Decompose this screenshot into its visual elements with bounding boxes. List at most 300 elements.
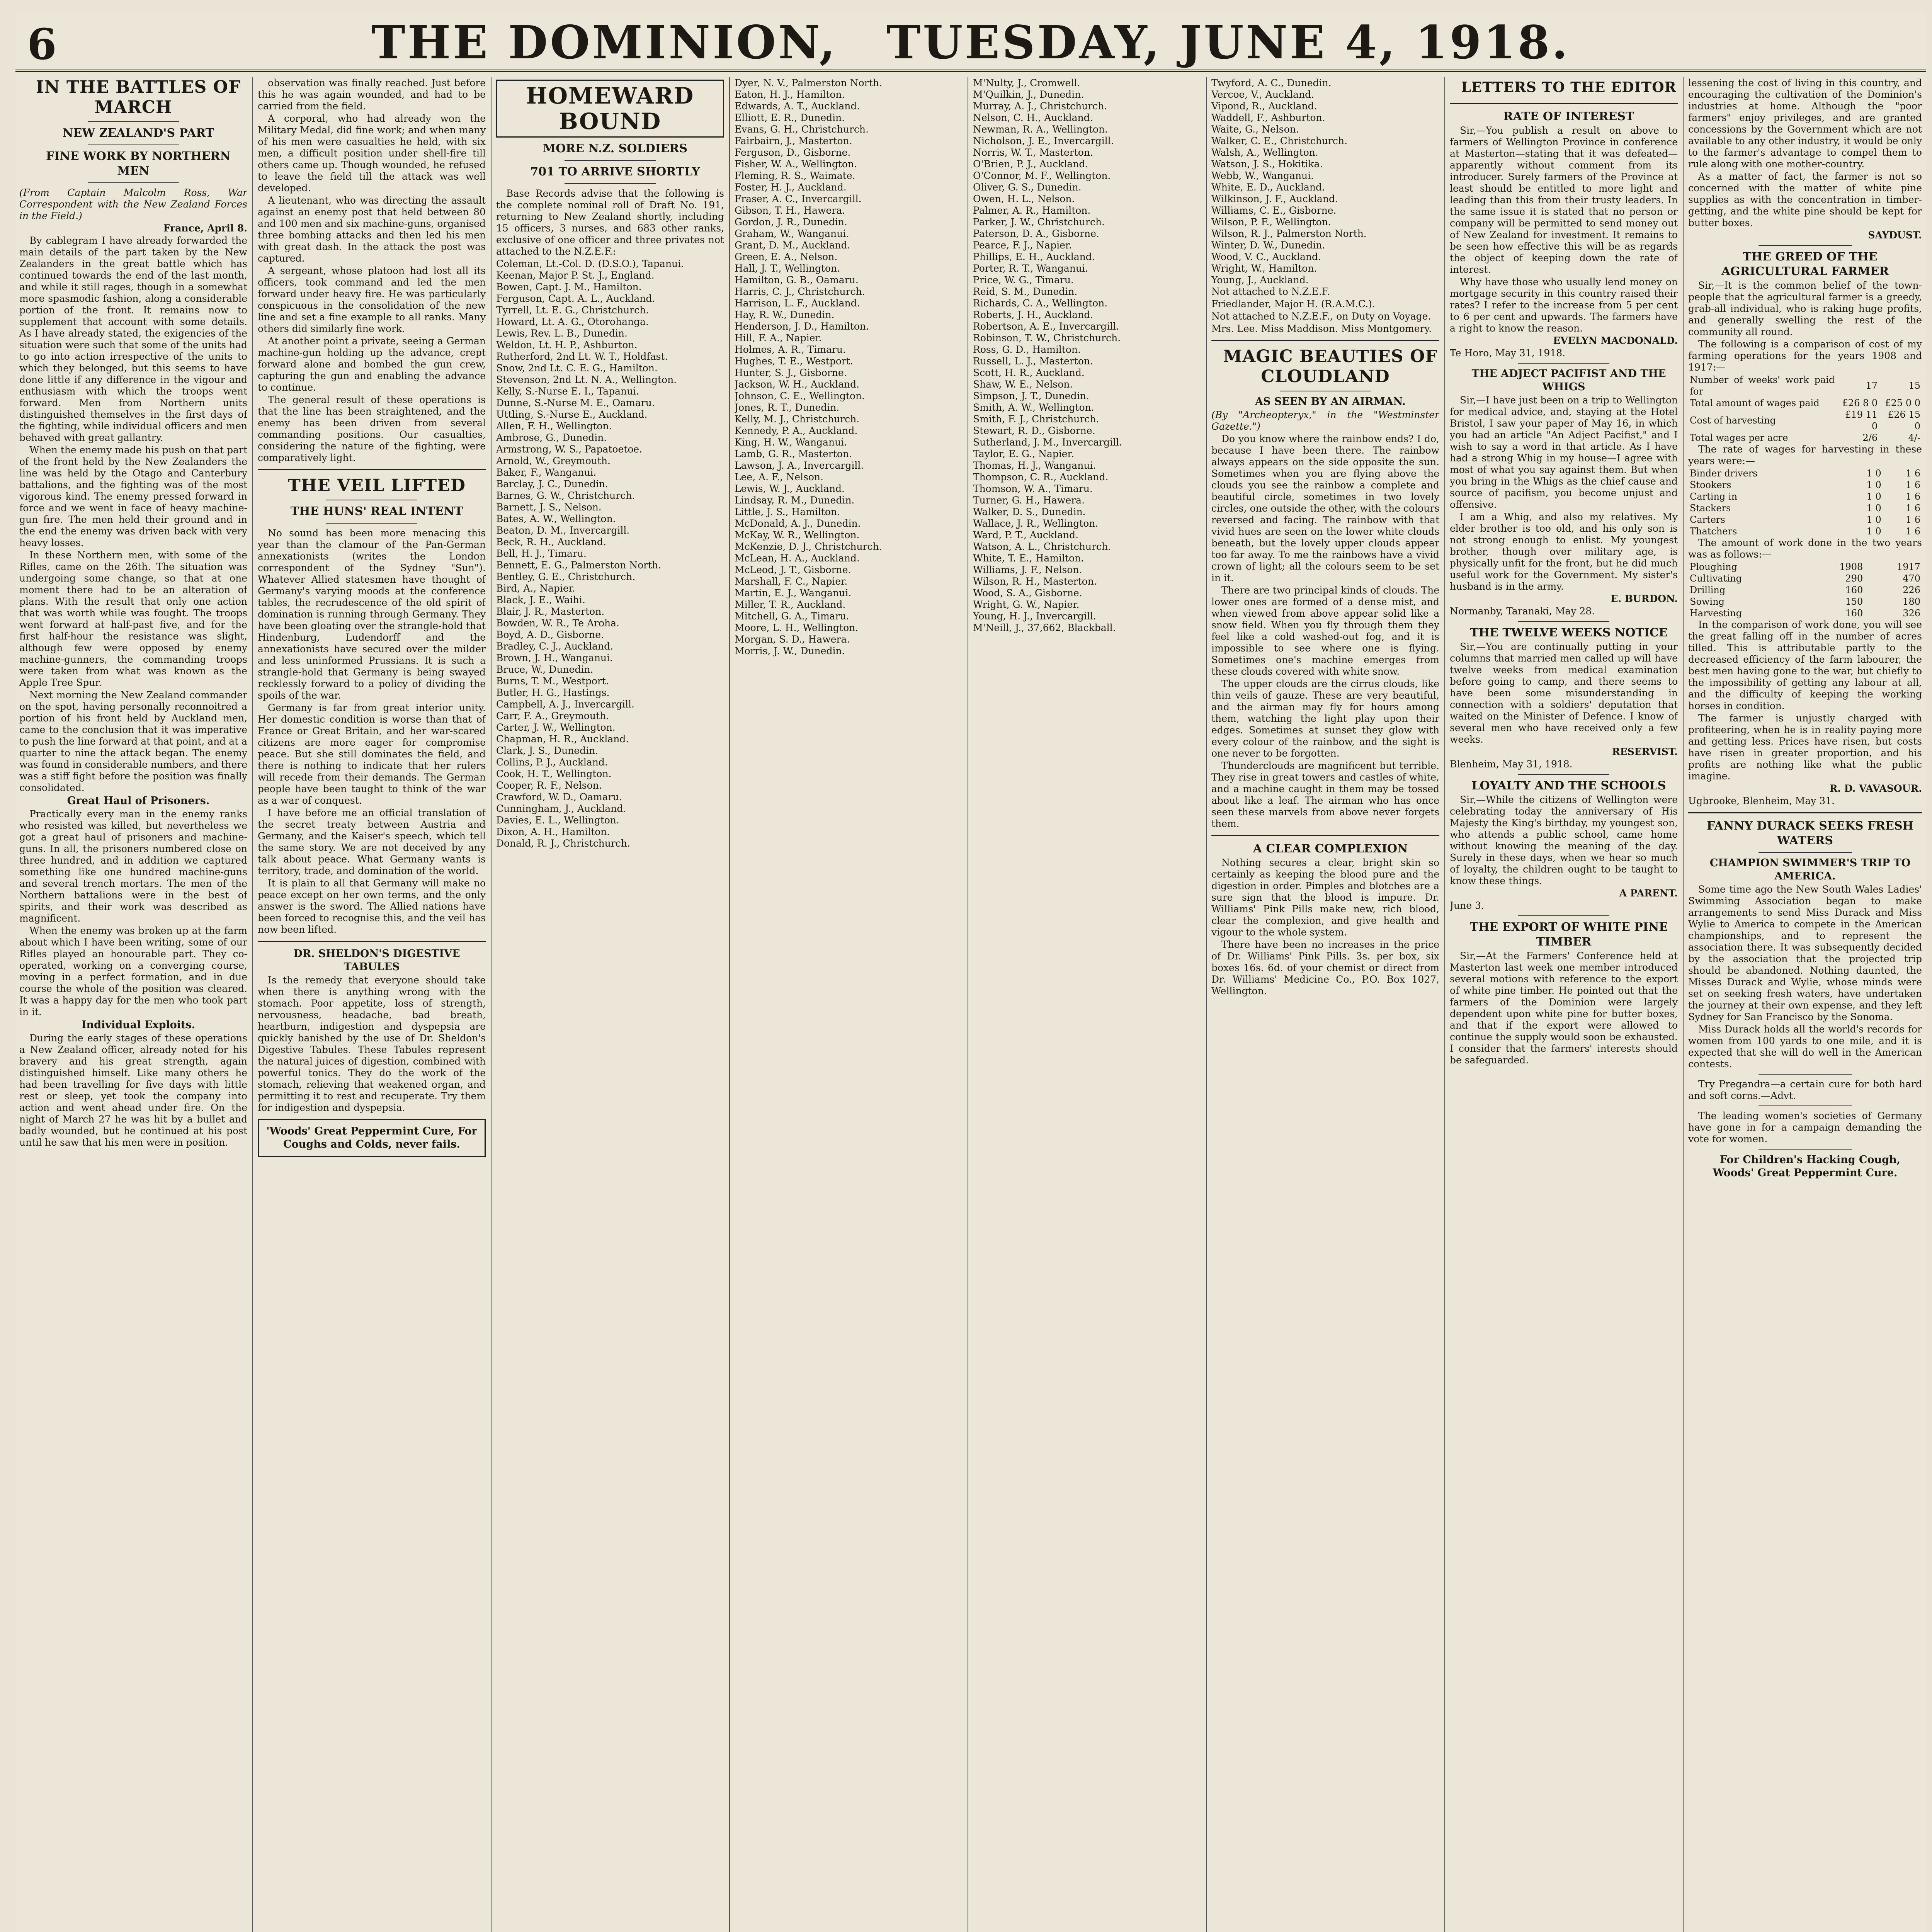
roll-entry: Butler, H. G., Hastings. — [496, 687, 610, 698]
roll-entry: Wallace, J. R., Wellington. — [973, 518, 1099, 529]
nominal-roll — [1211, 77, 1439, 286]
roll-entry: Nicholson, J. E., Invercargill. — [973, 135, 1114, 146]
paragraph: At another point a private, seeing a German machine-gun holding up the advance, crept forward alone and bombed the gun crew, capturing the gun and enabling the advance to continue. — [258, 335, 486, 393]
byline: (From Captain Malcolm Ross, War Correspondent with the New Zealand Forces in the Field.) — [19, 187, 247, 221]
paragraph: The upper clouds are the cirrus clouds, like thin veils of gauze. These are very beautiful, and the airman may fly for hours among them, watching the light play upon their edges. Sometimes at sunset they glow with every colour of the rainbow, and the sight is one never to be forgotten. — [1211, 678, 1439, 759]
table-cell: 1 6 — [1905, 491, 1920, 502]
roll-entry: Brown, J. H., Wanganui. — [496, 652, 613, 663]
table-row — [1688, 607, 1922, 619]
paragraph: Next morning the New Zealand commander on the spot, having personally reconnoitred a portion of his front held by Auckland men, came to the conclusion that it was imperative to push the line forward at that point, and at a quarter to nine the attack began. The enemy was found in considerable numbers, and there was a stiff fight before the position was finally consolidated. — [19, 689, 247, 793]
advert-text: Is the remedy that everyone should take when there is anything wrong with the stomach. Poor appetite, loss of strength, nervousness, headache, bad breath, heartburn, indigestion and dyspepsia are quickly banished by the use of Dr. Sheldon's Digestive Tabules. These Tabules represent the natural juices of digestion, combined with powerful tonics. They do the work of the stomach, relieving that weakened organ, and permitting it to rest and recuperate. Try them for indigestion and dyspepsia. — [258, 975, 486, 1113]
roll-entry: Simpson, J. T., Dunedin. — [973, 390, 1089, 401]
wages-table — [1688, 374, 1922, 444]
letter-title: RATE OF INTEREST — [1503, 110, 1634, 123]
letter-title: THE ADJECT PACIFIST AND THE WHIGS — [1471, 368, 1666, 393]
roll-entry: Lee, A. F., Nelson. — [735, 471, 823, 483]
paragraph: As a matter of fact, the farmer is not so concerned with the matter of white pine supplies as with the concentration in timber-getting, and the white pine should be kept for butter boxes. — [1688, 171, 1922, 228]
roll-entry: Rutherford, 2nd Lt. W. T., Holdfast. — [496, 351, 668, 362]
roll-entry: Porter, R. T., Wanganui. — [973, 263, 1088, 274]
table-cell: Binder drivers — [1690, 468, 1758, 479]
roll-entry: Little, J. S., Hamilton. — [735, 506, 840, 517]
roll-entry: McLeod, J. T., Gisborne. — [735, 564, 851, 575]
roll-entry: Burns, T. M., Westport. — [496, 675, 609, 687]
roll-entry: Black, J. E., Waihi. — [496, 594, 585, 605]
paragraph: Sir,—At the Farmers' Conference held at Masterton last week one member introduced several motions with reference to the export of white pine timber. He pointed out that the farmers of the Dominion were largely dependent upon white pine for butter boxes, and that if the export were allowed to continue the supply would soon be exhausted. I consider that the farmers' interests should be safeguarded. — [1450, 950, 1678, 1066]
roll-entry: Walker, D. S., Dunedin. — [973, 506, 1086, 517]
roll-entry: Cooper, R. F., Nelson. — [496, 780, 602, 791]
column-2 — [258, 77, 486, 1932]
table-cell: £26 15 0 — [1888, 409, 1920, 432]
roll-entry: Hill, F. A., Napier. — [735, 332, 822, 344]
roll-entry: Foster, H. J., Auckland. — [735, 182, 847, 193]
table-cell: Ploughing — [1690, 561, 1738, 572]
headline-battles: IN THE BATTLES OF MARCH — [36, 77, 241, 117]
table-row — [1688, 397, 1922, 409]
roll-entry: Baker, F., Wanganui. — [496, 467, 597, 478]
advert-text: Try Pregandra—a certain cure for both hard and soft corns.—Advt. — [1688, 1078, 1922, 1101]
paragraph: I am a Whig, and also my relatives. My elder brother is too old, and his only son is not strong enough to enlist. My youngest brother, though over military age, is physically unfit for the front, but he did much useful work for the Government. My sister's husband is in the army. — [1450, 511, 1678, 592]
paragraph: observation was finally reached. Just before this he was again wounded, and had to be carried from the field. — [258, 77, 486, 112]
roll-entry: Russell, L. J., Masterton. — [973, 355, 1093, 367]
table-cell: 326 — [1903, 608, 1920, 619]
roll-entry: Taylor, E. G., Napier. — [973, 448, 1074, 459]
table-cell: 1 6 — [1905, 514, 1920, 525]
letter-title: THE GREED OF THE AGRICULTURAL FARMER — [1721, 250, 1889, 278]
paragraph: Sir,—You publish a result on above to farmers of Wellington Province in conference at Masterton—stating that it was defeated—apparently without comment from its introducer. Surely farmers of the Province at least should be entitled to more light and leading than this from their trusty leaders. In the same issue it is stated that no person or company will be permitted to send money out of New Zealand for investment. It remains to be seen how effective this will be as regards the object of keeping down the rate of interest. — [1450, 125, 1678, 275]
table-row — [1688, 468, 1922, 479]
roll-entry: Newman, R. A., Wellington. — [973, 124, 1108, 135]
newspaper-page — [15, 12, 1926, 1932]
paragraph: When the enemy made his push on that part of the front held by the New Zealanders the line was held by the Otago and Canterbury battalions, and the fighting was of the most vigorous kind. The enemy pressed forward in force and we went in face of heavy machine-gun fire. The men held their ground and in the end the enemy was driven back with very heavy losses. — [19, 444, 247, 548]
roll-entry: Norris, W. T., Masterton. — [973, 147, 1093, 158]
roll-entry: Bennett, E. G., Palmerston North. — [496, 560, 662, 571]
roll-entry: Coleman, Lt.-Col. D. (D.S.O.), Tapanui. — [496, 258, 684, 269]
table-row — [1688, 502, 1922, 514]
letter-signature: R. D. VAVASOUR. — [1829, 783, 1922, 794]
work-done-table — [1688, 561, 1922, 619]
roll-entry: Smith, A. W., Wellington. — [973, 402, 1094, 413]
paragraph: The farmer is unjustly charged with profiteering, when he is in reality paying more and getting less. Prices have risen, but costs have risen in greater proportion, and his profits are nothing like what the public imagine. — [1688, 713, 1922, 782]
table-cell: 160 — [1845, 608, 1863, 619]
table-cell: £25 0 0 — [1885, 398, 1920, 408]
roll-entry: Williams, C. E., Gisborne. — [1211, 205, 1337, 216]
roll-entry: Keenan, Major P. St. J., England. — [496, 270, 655, 281]
roll-entry: King, H. W., Wanganui. — [735, 437, 847, 448]
table-cell: 17 — [1866, 380, 1878, 391]
letter-title: THE TWELVE WEEKS NOTICE — [1470, 626, 1668, 639]
roll-entry: Price, W. G., Timaru. — [973, 274, 1074, 286]
roll-entry: Turner, G. H., Hawera. — [973, 495, 1085, 506]
roll-entry: Harrison, L. F., Auckland. — [735, 298, 860, 309]
roll-entry: Uttling, S.-Nurse E., Auckland. — [496, 409, 648, 420]
roll-entry: McKay, W. R., Wellington. — [735, 529, 860, 541]
roll-entry: Bates, A. W., Wellington. — [496, 513, 616, 524]
paragraph: Some time ago the New South Wales Ladies' Swimming Association began to make arrangements to send Miss Durack and Miss Wylie to America to compete in the American championships, and to represent the association there. It was subsequently decided by the association that the projected trip should be abandoned. Nothing daunted, the Misses Durack and Wylie, whose minds were set on seeking fresh waters, have undertaken the journey at their own expense, and they left Sydney for San Francisco by the Sonoma. — [1688, 884, 1922, 1022]
roll-entry: Moore, L. H., Wellington. — [735, 622, 859, 633]
table-row — [1688, 432, 1922, 444]
roll-entry: Bird, A., Napier. — [496, 583, 575, 594]
table-cell: 180 — [1903, 596, 1920, 607]
roll-entry: Campbell, A. J., Invercargill. — [496, 699, 634, 710]
advert-title: DR. SHELDON'S DIGESTIVE TABULES — [293, 948, 460, 973]
roll-entry: Miller, T. R., Auckland. — [735, 599, 846, 610]
roll-entry: Phillips, E. H., Auckland. — [973, 251, 1095, 262]
roll-entry: Marshall, F. C., Napier. — [735, 576, 848, 587]
roll-entry: Hunter, S. J., Gisborne. — [735, 367, 847, 378]
table-row — [1688, 409, 1922, 432]
table-cell: Carters — [1690, 514, 1725, 525]
roll-entry: Nelson, C. H., Auckland. — [973, 112, 1093, 123]
letter-signature: E. BURDON. — [1611, 593, 1678, 604]
masthead-title — [15, 15, 1926, 69]
roll-entry: Bradley, C. J., Auckland. — [496, 641, 614, 652]
roll-entry: Cunningham, J., Auckland. — [496, 803, 626, 814]
roll-entry: Dixon, A. H., Hamilton. — [496, 826, 610, 837]
roll-entry: Dyer, N. V., Palmerston North. — [735, 77, 882, 88]
nominal-roll — [973, 77, 1201, 634]
paper-name: THE DOMINION, — [371, 15, 838, 69]
subhead-prisoners: Great Haul of Prisoners. — [67, 795, 210, 807]
roll-entry: Ambrose, G., Dunedin. — [496, 432, 607, 443]
roll-entry: Elliott, E. R., Dunedin. — [735, 112, 845, 123]
roll-entry: O'Connor, M. F., Wellington. — [973, 170, 1111, 181]
headline-homeward-bound: HOMEWARD BOUND — [496, 80, 724, 138]
roll-entry: Vipond, R., Auckland. — [1211, 100, 1317, 112]
paragraph: The amount of work done in the two years was as follows:— — [1688, 537, 1922, 560]
roll-entry: Eaton, H. J., Hamilton. — [735, 89, 845, 100]
roll-entry: Thomson, W. A., Timaru. — [973, 483, 1093, 494]
roll-entry: Morris, J. W., Dunedin. — [735, 645, 845, 656]
roll-entry: Kennedy, P. A., Auckland. — [735, 425, 858, 436]
paragraph: By cablegram I have already forwarded the main details of the part taken by the New Zealanders in the great battle which has continued towards the end of the last month, and while it still rages, though in a somewhat more spasmodic fashion, along a considerable portion of the front. It remains now to supplement that account with some details. As I have already stated, the exigencies of the situation were such that some of the units had to go into action irrespective of the units to which they belonged, but this seems to have done little if any difference in the vigour and enthusiasm with which the troops went forward. Men from Northern units distinguished themselves in the first days of the fighting, while individual officers and men behaved with great gallantry. — [19, 235, 247, 443]
roll-entry: Bowen, Capt. J. M., Hamilton. — [496, 281, 642, 293]
roll-entry: Jackson, W. H., Auckland. — [735, 379, 860, 390]
roll-entry: Stewart, R. D., Gisborne. — [973, 425, 1095, 436]
roll-entry: Reid, S. M., Dunedin. — [973, 286, 1078, 297]
subhead-701: 701 TO ARRIVE SHORTLY — [530, 165, 700, 179]
roll-entry: Vercoe, V., Auckland. — [1211, 89, 1315, 100]
roll-entry: Scott, H. R., Auckland. — [973, 367, 1085, 378]
roll-entry: M'Nulty, J., Cromwell. — [973, 77, 1080, 88]
roll-entry: Bentley, G. E., Christchurch. — [496, 571, 636, 582]
roll-entry: Williams, J. F., Nelson. — [973, 564, 1082, 575]
roll-entry: McKenzie, D. J., Christchurch. — [735, 541, 882, 552]
roll-entry: Weldon, Lt. H. P., Ashburton. — [496, 339, 638, 350]
roll-entry: Twyford, A. C., Dunedin. — [1211, 77, 1332, 88]
roll-entry: Cook, H. T., Wellington. — [496, 768, 612, 779]
paragraph: A corporal, who had already won the Military Medal, did fine work; and when many of his men were casualties he held, with six men, a difficult position under shell-fire till others came up. Though wounded, he refused to leave the field till the attack was well developed. — [258, 113, 486, 194]
roll-entry: Wilson, R. H., Masterton. — [973, 576, 1097, 587]
roll-entry: Allen, F. H., Wellington. — [496, 420, 612, 432]
table-cell: 1 0 — [1866, 468, 1881, 479]
roll-entry: Tyrrell, Lt. E. G., Christchurch. — [496, 304, 649, 316]
table-row — [1688, 491, 1922, 502]
table-cell: 4/- — [1908, 432, 1920, 443]
column-7 — [1450, 77, 1678, 1932]
roll-entry: Howard, Lt. A. G., Otorohanga. — [496, 316, 649, 327]
roll-entry: Crawford, W. D., Oamaru. — [496, 791, 622, 803]
roll-entry: Barclay, J. C., Dunedin. — [496, 478, 608, 490]
paragraph: A lieutenant, who was directing the assault against an enemy post that held between 80 and 100 men and six machine-guns, organised three bombing attacks and then led his men with great dash. In the attack the post was captured. — [258, 195, 486, 264]
roll-entry: Young, J., Auckland. — [1211, 274, 1309, 286]
paragraph: It is plain to all that Germany will make no peace except on her own terms, and the only answer is the sword. The Allied nations have been forced to recognise this, and the veil has now been lifted. — [258, 878, 486, 935]
paragraph: When the enemy was broken up at the farm about which I have been writing, some of our Rifles played an honourable part. They co-operated, working on a converging course, moving in a perfect formation, and in due course the whole of the position was cleared. It was a happy day for the men who took part in it. — [19, 925, 247, 1017]
table-cell: 470 — [1903, 573, 1920, 584]
advert-box — [258, 1119, 486, 1157]
letter-place: June 3. — [1450, 900, 1484, 911]
table-cell: Harvesting — [1690, 608, 1742, 619]
roll-entry: Young, H. J., Invercargill. — [973, 611, 1096, 622]
roll-entry: Kelly, S.-Nurse E. I., Tapanui. — [496, 386, 639, 397]
table-row — [1688, 584, 1922, 596]
column-3 — [496, 77, 724, 1932]
roll-entry: Graham, W., Wanganui. — [735, 228, 849, 239]
roll-entry: Webb, W., Wanganui. — [1211, 170, 1314, 181]
table-cell: 150 — [1845, 596, 1863, 607]
paragraph: The rate of wages for harvesting in these years were:— — [1688, 444, 1922, 466]
column-divider — [1683, 77, 1684, 1932]
paragraph: There are two principal kinds of clouds. The lower ones are formed of a dense mist, and when viewed from above appear solid like a snow field. When you fly through them they feel like a cold washed-out fog, and it is impossible to see where one is flying. Sometimes one's machine emerges from these clouds covered with white snow. — [1211, 585, 1439, 677]
table-cell: 1 0 — [1866, 491, 1881, 502]
roll-entry: Ferguson, Capt. A. L., Auckland. — [496, 293, 655, 304]
roll-entry: Winter, D. W., Dunedin. — [1211, 240, 1325, 251]
roll-entry: Ross, G. D., Hamilton. — [973, 344, 1081, 355]
roll-entry: Bowden, W. R., Te Aroha. — [496, 617, 619, 629]
roll-entry: Oliver, G. S., Dunedin. — [973, 182, 1082, 193]
roll-entry: McLean, H. A., Auckland. — [735, 553, 860, 564]
table-cell: Drilling — [1690, 585, 1726, 595]
column-divider — [1444, 77, 1445, 1932]
letter-signature: RESERVIST. — [1612, 746, 1678, 757]
roll-entry: Smith, F. J., Christchurch. — [973, 413, 1099, 425]
roll-entry: Kelly, M. J., Christchurch. — [735, 413, 860, 425]
letter-title: THE EXPORT OF WHITE PINE TIMBER — [1469, 920, 1668, 949]
roll-entry: Morgan, S. D., Hawera. — [735, 634, 850, 645]
roll-entry: Harris, C. J., Christchurch. — [735, 286, 865, 297]
roll-entry: Carter, J. W., Wellington. — [496, 722, 616, 733]
roll-entry: Snow, 2nd Lt. C. E. G., Hamilton. — [496, 362, 658, 374]
roll-entry: Dunne, S.-Nurse M. E., Oamaru. — [496, 397, 655, 408]
paragraph: No sound has been more menacing this year than the clamour of the Pan-German annexationists (writes the London correspondent of the Sydney "Sun"). Whatever Allied statesmen have thought of Germany's varying moods at the conference tables, the recrudescence of the old spirit of domination is running through Germany. They have been gloating over the strangle-hold that Hindenburg, Ludendorff and the annexationists have secured over the milder and less uninformed Prussians. It is such a strangle-hold that Germany is being swayed recklessly forward to a policy of dividing the spoils of the war. — [258, 527, 486, 701]
roll-entry: Davies, E. L., Wellington. — [496, 815, 619, 826]
table-cell: 1 6 — [1905, 480, 1920, 490]
subhead-exploits: Individual Exploits. — [81, 1019, 196, 1031]
roll-entry: Watson, A. L., Christchurch. — [973, 541, 1111, 552]
letter-place: Ugbrooke, Blenheim, May 31. — [1688, 795, 1835, 806]
roll-note: Friedlander, Major H. (R.A.M.C.). — [1211, 298, 1375, 310]
table-row — [1688, 479, 1922, 491]
roll-entry: Gibson, T. H., Hawera. — [735, 205, 845, 216]
column-divider — [252, 77, 253, 1932]
roll-entry: Bruce, W., Dunedin. — [496, 664, 594, 675]
roll-entry: Arnold, W., Greymouth. — [496, 455, 611, 466]
roll-entry: Owen, H. L., Nelson. — [973, 193, 1075, 204]
nominal-roll — [735, 77, 963, 657]
letter-signature: EVELYN MACDONALD. — [1553, 335, 1678, 346]
paragraph: During the early stages of these operations a New Zealand officer, already noted for his bravery and his great strength, again distinguished himself. Like many others he had been travelling for five days with little rest or sleep, yet took the company into action and went ahead under fire. On the night of March 27 he was hit by a bullet and badly wounded, but he continued at his post until he saw that his men were in position. — [19, 1032, 247, 1148]
letter-signature: A PARENT. — [1619, 888, 1678, 899]
paragraph: The following is a comparison of cost of my farming operations for the years 1908 and 1917:— — [1688, 338, 1922, 373]
letter-signature: SAYDUST. — [1868, 230, 1922, 241]
roll-entry: Mitchell, G. A., Timaru. — [735, 611, 849, 622]
roll-entry: Waite, G., Nelson. — [1211, 124, 1299, 135]
roll-entry: Wilkinson, J. F., Auckland. — [1211, 193, 1338, 204]
paragraph: Germany is far from great interior unity. Her domestic condition is worse than that of France or Great Britain, and her war-scared citizens are more eager for compromise peace. But she still dominates the field, and there is nothing to indicate that her rulers will recede from their demands. The German people have been taught to think of the war as a war of conquest. — [258, 702, 486, 806]
roll-entry: Wilson, P. F., Wellington. — [1211, 216, 1331, 228]
headline-cloudland: MAGIC BEAUTIES OF CLOUDLAND — [1223, 347, 1438, 386]
roll-entry: Wood, S. A., Gisborne. — [973, 587, 1082, 599]
roll-entry: Robertson, A. E., Invercargill. — [973, 321, 1119, 332]
table-row — [1688, 561, 1922, 573]
roll-entry: Watson, J. S., Hokitika. — [1211, 158, 1323, 170]
roll-note: Not attached to N.Z.E.F., on Duty on Voyage. — [1211, 311, 1431, 322]
roll-entry: Fleming, R. S., Waimate. — [735, 170, 855, 181]
roll-note: Not attached to N.Z.E.F. — [1211, 286, 1330, 297]
columns — [15, 77, 1926, 1932]
paragraph: Practically every man in the enemy ranks who resisted was killed, but nevertheless we got a great haul of prisoners and machine-guns. In all, the prisoners numbered close on three hundred, and in addition we captured something like one hundred machine-guns and several trench mortars. The men of the Northern battalions were in the best of spirits, and their work was described as magnificent. — [19, 808, 247, 924]
roll-entry: M'Quilkin, J., Dunedin. — [973, 89, 1084, 100]
roll-entry: Hamilton, G. B., Oamaru. — [735, 274, 859, 286]
roll-entry: Thomas, H. J., Wanganui. — [973, 460, 1096, 471]
roll-entry: Roberts, J. H., Auckland. — [973, 309, 1094, 320]
subhead-airman: AS SEEN BY AN AIRMAN. — [1255, 396, 1406, 408]
table-cell: 1908 — [1839, 561, 1863, 572]
roll-entry: McDonald, A. J., Dunedin. — [735, 518, 861, 529]
nominal-roll — [496, 258, 724, 849]
table-cell: 1 0 — [1866, 514, 1881, 525]
page-number: 6 — [27, 19, 57, 69]
roll-entry: Barnett, J. S., Nelson. — [496, 502, 602, 513]
letter-title: LOYALTY AND THE SCHOOLS — [1471, 779, 1666, 793]
roll-entry: Hughes, T. E., Westport. — [735, 355, 853, 367]
roll-note: Mrs. Lee. Miss Maddison. Miss Montgomery. — [1211, 323, 1432, 334]
paragraph: In these Northern men, with some of the Rifles, came on the 26th. The situation was undergoing some change, so that at one moment there had to be an alteration of plans. With the result that only one action that was worth while was fought. The troops went forward at half-past five, and for the first half-hour the resistance was slight, although few were opposed by enemy machine-gunners, the commanding troops were taken from what was known as the Apple Tree Spur. — [19, 549, 247, 688]
roll-entry: Pearce, F. J., Napier. — [973, 240, 1072, 251]
roll-entry: Collins, P. J., Auckland. — [496, 757, 608, 768]
roll-entry: Shaw, W. E., Nelson. — [973, 379, 1073, 390]
masthead — [15, 12, 1926, 72]
roll-entry: Waddell, F., Ashburton. — [1211, 112, 1325, 123]
roll-entry: Holmes, A. R., Timaru. — [735, 344, 846, 355]
column-divider — [1206, 77, 1207, 1932]
table-cell: £19 11 0 — [1845, 409, 1878, 432]
roll-entry: White, T. E., Hamilton. — [973, 553, 1084, 564]
roll-entry: Clark, J. S., Dunedin. — [496, 745, 599, 756]
letter-place: Te Horo, May 31, 1918. — [1450, 347, 1566, 359]
roll-entry: Evans, G. H., Christchurch. — [735, 124, 869, 135]
issue-date: TUESDAY, JUNE 4, 1918. — [886, 15, 1570, 69]
subhead-northern-men: FINE WORK BY NORTHERN MEN — [46, 150, 231, 178]
letter-place: Blenheim, May 31, 1918. — [1450, 759, 1573, 770]
roll-entry: Lawson, J. A., Invercargill. — [735, 460, 864, 471]
roll-entry: Henderson, J. D., Hamilton. — [735, 321, 869, 332]
roll-entry: Fisher, W. A., Wellington. — [735, 158, 857, 170]
roll-entry: Wright, W., Hamilton. — [1211, 263, 1317, 274]
roll-entry: Robinson, T. W., Christchurch. — [973, 332, 1121, 344]
roll-entry: Ferguson, D., Gisborne. — [735, 147, 851, 158]
table-cell: 1 6 — [1905, 503, 1920, 514]
roll-entry: Sutherland, J. M., Invercargill. — [973, 437, 1122, 448]
table-cell: 1 0 — [1866, 526, 1881, 537]
roll-entry: Bell, H. J., Timaru. — [496, 548, 587, 559]
roll-entry: Jones, R. T., Dunedin. — [735, 402, 840, 413]
roll-entry: Ward, P. T., Auckland. — [973, 529, 1079, 541]
roll-entry: Gordon, J. R., Dunedin. — [735, 216, 847, 228]
paragraph: Why have those who usually lend money on mortgage security in this country raised their rates? I refer to the increase from 5 per cent to 6 per cent and upwards. The farmers have a right to know the reason. — [1450, 276, 1678, 334]
roll-entry: Lindsay, R. M., Dunedin. — [735, 495, 855, 506]
advert-peppermint: 'Woods' Great Peppermint Cure, For Coughs and Colds, never fails. — [266, 1125, 477, 1150]
table-cell: Cost of harvesting — [1690, 415, 1776, 426]
roll-entry: Fraser, A. C., Invercargill. — [735, 193, 862, 204]
table-row — [1688, 514, 1922, 526]
roll-entry: Murray, A. J., Christchurch. — [973, 100, 1107, 112]
subhead-swimmer: CHAMPION SWIMMER'S TRIP TO AMERICA. — [1709, 857, 1911, 882]
roll-entry: Grant, D. M., Auckland. — [735, 240, 850, 251]
table-row — [1688, 526, 1922, 537]
roll-entry: Lewis, Rev. L. B., Dunedin. — [496, 328, 628, 339]
roll-entry: Wilson, R. J., Palmerston North. — [1211, 228, 1367, 239]
paragraph: lessening the cost of living in this country, and encouraging the cultivation of the Dominion's industries at home. Although the "poor farmers" enjoy privileges, and are granted concessions by the Government which are not available to any other industry, it would be only to the farmer's advantage to compel them to rule along with one mother-country. — [1688, 77, 1922, 170]
table-cell: Stookers — [1690, 480, 1731, 490]
roll-entry: Beaton, D. M., Invercargill. — [496, 525, 630, 536]
roll-entry: Palmer, A. R., Hamilton. — [973, 205, 1091, 216]
paragraph: Do you know where the rainbow ends? I do, because I have been there. The rainbow always appears on the side opposite the sun. Sometimes when you are flying above the clouds you see the rainbow a complete and beautiful circle, sometimes in two lovely circles, one outside the other, with the colours reversed and facing. The rainbow with that vivid hues are seen on the lower white clouds beneath, but the lovely upper clouds appear too far away. To me the rainbows have a vivid crown of light; all the colours seem to be set in it. — [1211, 433, 1439, 583]
column-divider — [729, 77, 730, 1932]
subhead-more-soldiers: MORE N.Z. SOLDIERS — [543, 142, 688, 155]
table-cell: 1 6 — [1905, 526, 1920, 537]
subhead-nz-part: NEW ZEALAND'S PART — [63, 126, 214, 140]
table-cell: Thatchers — [1690, 526, 1737, 537]
table-cell: 1 0 — [1866, 503, 1881, 514]
harvest-rates-table — [1688, 468, 1922, 537]
roll-entry: Hay, R. W., Dunedin. — [735, 309, 835, 320]
table-cell: Carting in — [1690, 491, 1738, 502]
news-item: The leading women's societies of Germany have gone in for a campaign demanding the vote for women. — [1688, 1110, 1922, 1145]
roll-entry: Boyd, A. D., Gisborne. — [496, 629, 604, 640]
roll-entry: Fairbairn, J., Masterton. — [735, 135, 852, 146]
roll-entry: Chapman, H. R., Auckland. — [496, 733, 629, 745]
roll-entry: Wood, V. C., Auckland. — [1211, 251, 1321, 262]
letter-place: Normanby, Taranaki, May 28. — [1450, 605, 1595, 617]
paragraph: Nothing secures a clear, bright skin so certainly as keeping the blood pure and the digestion in order. Pimples and blotches are a sure sign that the blood is impure. Dr. Williams' Pink Pills make new, rich blood, clear the complexion, and give health and vigour to the whole system. — [1211, 857, 1439, 938]
headline-durack: FANNY DURACK SEEKS FRESH WATERS — [1707, 819, 1913, 847]
column-divider — [491, 77, 492, 1932]
table-cell: £26 8 0 — [1842, 398, 1878, 408]
table-cell: 15 — [1908, 380, 1920, 391]
roll-entry: Wright, G. W., Napier. — [973, 599, 1080, 610]
column-8 — [1688, 77, 1922, 1932]
table-cell: 226 — [1903, 585, 1920, 595]
roll-entry: Paterson, D. A., Gisborne. — [973, 228, 1099, 239]
roll-entry: Barnes, G. W., Christchurch. — [496, 490, 635, 501]
paragraph: Sir,—It is the common belief of the town-people that the agricultural farmer is a greedy, grab-all individual, who is raking huge profits, and generally swelling the rest of the community all round. — [1688, 280, 1922, 337]
paragraph: Miss Durack holds all the world's records for women from 100 yards to one mile, and it is expected that she will do well in the American contests. — [1688, 1024, 1922, 1070]
roll-entry: Lamb, G. R., Masterton. — [735, 448, 852, 459]
roll-entry: Stevenson, 2nd Lt. N. A., Wellington. — [496, 374, 677, 385]
roll-entry: Johnson, C. E., Wellington. — [735, 390, 865, 401]
paragraph: Sir,—While the citizens of Wellington were celebrating today the anniversary of His Majesty the King's birthday, my youngest son, who attends a public school, came home without knowing the meaning of the day. Surely in these days, when we hear so much of loyalty, the children ought to be taught to know these things. — [1450, 794, 1678, 886]
roll-entry: Edwards, A. T., Auckland. — [735, 100, 860, 112]
roll-entry: Thompson, C. R., Auckland. — [973, 471, 1109, 483]
roll-entry: Beck, R. H., Auckland. — [496, 536, 606, 548]
roll-entry: White, E. D., Auckland. — [1211, 182, 1325, 193]
column-5 — [973, 77, 1201, 1932]
roll-entry: Richards, C. A., Wellington. — [973, 298, 1108, 309]
roll-entry: Walsh, A., Wellington. — [1211, 147, 1318, 158]
table-row — [1688, 573, 1922, 584]
table-cell: Total wages per acre — [1690, 432, 1788, 443]
paragraph: There have been no increases in the price of Dr. Williams' Pink Pills. 3s. per box, six boxes 16s. 6d. of your chemist or direct from Dr. Williams' Medicine Co., P.O. Box 1027, Wellington. — [1211, 939, 1439, 997]
